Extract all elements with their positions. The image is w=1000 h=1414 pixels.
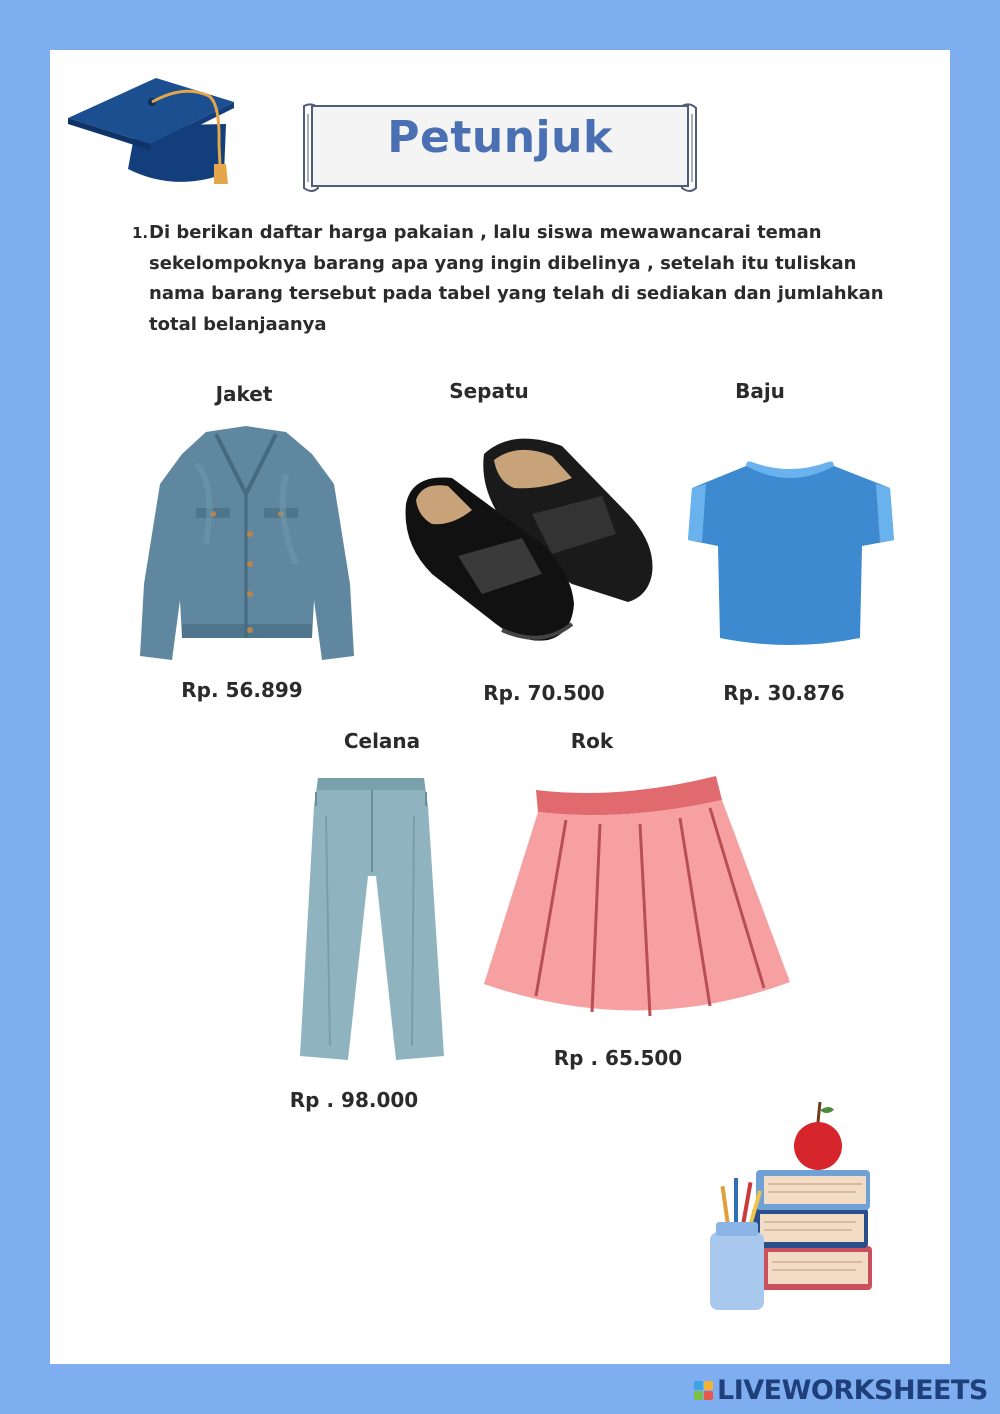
footer-brand-text: LIVEWORKSHEETS <box>717 1374 988 1406</box>
item-label-rok: Rok <box>570 729 614 753</box>
skirt-icon <box>480 776 792 1026</box>
item-label-baju: Baju <box>735 379 785 403</box>
page-title: Petunjuk <box>387 112 613 163</box>
jacket-icon <box>136 424 356 664</box>
instruction-block <box>132 218 892 340</box>
books-apple-pencils-icon <box>706 1096 876 1312</box>
item-price-jaket: Rp. 56.899 <box>181 678 303 702</box>
item-label-sepatu: Sepatu <box>449 379 529 403</box>
pants-icon <box>296 776 450 1064</box>
instruction-text: Di berikan daftar harga pakaian , lalu siswa mewawancarai teman sekelompoknya barang apa yang ingin dibelinya , setelah itu tuliskan nama barang tersebut pada tabel yang telah di sediakan dan jumlahkan total belanjaanya <box>149 222 884 335</box>
liveworksheets-mark-icon <box>694 1381 713 1400</box>
graduation-cap-icon <box>64 74 242 190</box>
liveworksheets-logo <box>694 1374 988 1406</box>
shoes-icon <box>402 434 658 646</box>
item-price-sepatu: Rp. 70.500 <box>483 681 605 705</box>
item-label-jaket: Jaket <box>215 382 273 406</box>
tshirt-icon <box>684 460 898 650</box>
item-price-celana: Rp . 98.000 <box>289 1088 419 1112</box>
instruction-number: 1. <box>132 224 149 242</box>
item-price-rok: Rp . 65.500 <box>553 1046 683 1070</box>
item-price-baju: Rp. 30.876 <box>723 681 845 705</box>
item-label-celana: Celana <box>343 729 421 753</box>
